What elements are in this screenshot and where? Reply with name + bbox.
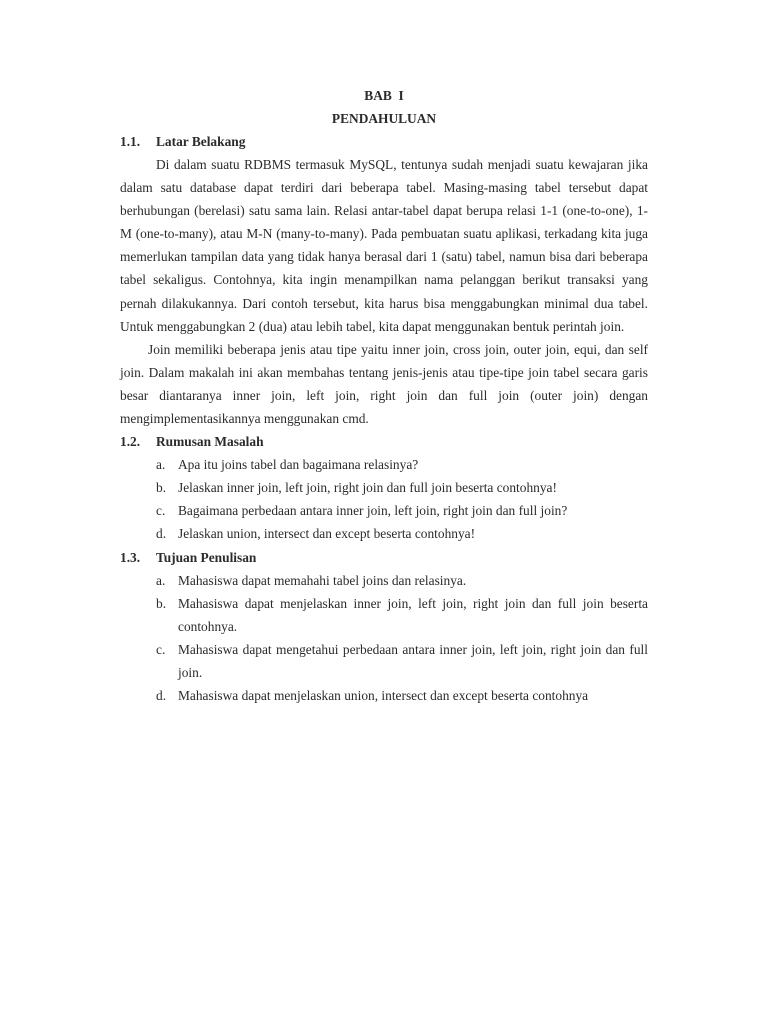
list-item-text: Bagaimana perbedaan antara inner join, left join, right join dan full join? — [178, 503, 568, 519]
list-item-text: Mahasiswa dapat menjelaskan union, intersect dan except beserta contohnya — [178, 687, 589, 703]
problem-list — [120, 453, 648, 545]
list-item — [120, 684, 648, 707]
list-item-letter: a. — [156, 457, 166, 473]
section-heading-tujuan-penulisan — [120, 546, 648, 569]
section-title: Latar Belakang — [156, 134, 246, 149]
list-item-letter: a. — [156, 572, 166, 588]
list-item-letter: c. — [156, 503, 166, 519]
section-number: 1.2. — [120, 434, 141, 450]
list-item-text: Mahasiswa dapat menjelaskan inner join, left join, right join dan full join beserta contohnya. — [178, 595, 648, 634]
list-item — [120, 453, 648, 476]
paragraph-background-2: Join memiliki beberapa jenis atau tipe yaitu inner join, cross join, outer join, equi, dan self join. Dalam makalah ini akan membahas tentang jenis-jenis atau tipe-tipe join tabel secara garis besar diantaranya inner join, left join, right join dan full join (outer join) dengan mengimplementasikannya menggunakan cmd. — [120, 341, 648, 427]
chapter-label: BAB I — [364, 88, 404, 103]
list-item-text: Jelaskan inner join, left join, right join dan full join beserta contohnya! — [178, 480, 557, 496]
section-title: Tujuan Penulisan — [156, 549, 257, 565]
list-item — [120, 638, 648, 684]
paragraph-background-1: Di dalam suatu RDBMS termasuk MySQL, tentunya sudah menjadi suatu kewajaran jika dalam satu database dapat terdiri dari beberapa tabel. Masing-masing tabel tersebut dapat berhubungan (berelasi) satu sama lain. Relasi antar-tabel dapat berupa relasi 1-1 (one-to-one), 1-M (one-to-many), atau M-N (many-to-many). Pada pembuatan suatu aplikasi, terkadang kita juga memerlukan tampilan data yang tidak hanya berasal dari 1 (satu) tabel, namun bisa dari beberapa tabel sekaligus. Contohnya, kita ingin menampilkan nama pelanggan berikut transaksi yang pernah dilakukannya. Dari contoh tersebut, kita harus bisa menggabungkan minimal dua tabel. Untuk menggabungkan 2 (dua) atau lebih tabel, kita dapat menggunakan bentuk perintah join. — [120, 157, 648, 334]
objective-list — [120, 569, 648, 708]
list-item-letter: b. — [156, 595, 167, 611]
list-item — [120, 499, 648, 522]
section-heading-latar-belakang — [120, 130, 648, 153]
list-item — [120, 592, 648, 638]
section-number: 1.3. — [120, 549, 141, 565]
list-item-text: Jelaskan union, intersect dan except beserta contohnya! — [178, 526, 476, 542]
list-item-text: Mahasiswa dapat memahahi tabel joins dan relasinya. — [178, 572, 467, 588]
document-page — [120, 84, 648, 707]
section-heading-rumusan-masalah — [120, 430, 648, 453]
list-item-letter: b. — [156, 480, 167, 496]
list-item-text: Apa itu joins tabel dan bagaimana relasinya? — [178, 457, 419, 473]
chapter-title: PENDAHULUAN — [331, 111, 437, 126]
list-item-letter: d. — [156, 687, 167, 703]
list-item — [120, 569, 648, 592]
list-item — [120, 522, 648, 545]
list-item-letter: c. — [156, 641, 166, 657]
list-item-letter: d. — [156, 526, 167, 542]
list-item — [120, 476, 648, 499]
section-number: 1.1. — [120, 134, 141, 149]
list-item-text: Mahasiswa dapat mengetahui perbedaan antara inner join, left join, right join dan full join. — [178, 641, 648, 680]
section-title: Rumusan Masalah — [156, 434, 264, 450]
